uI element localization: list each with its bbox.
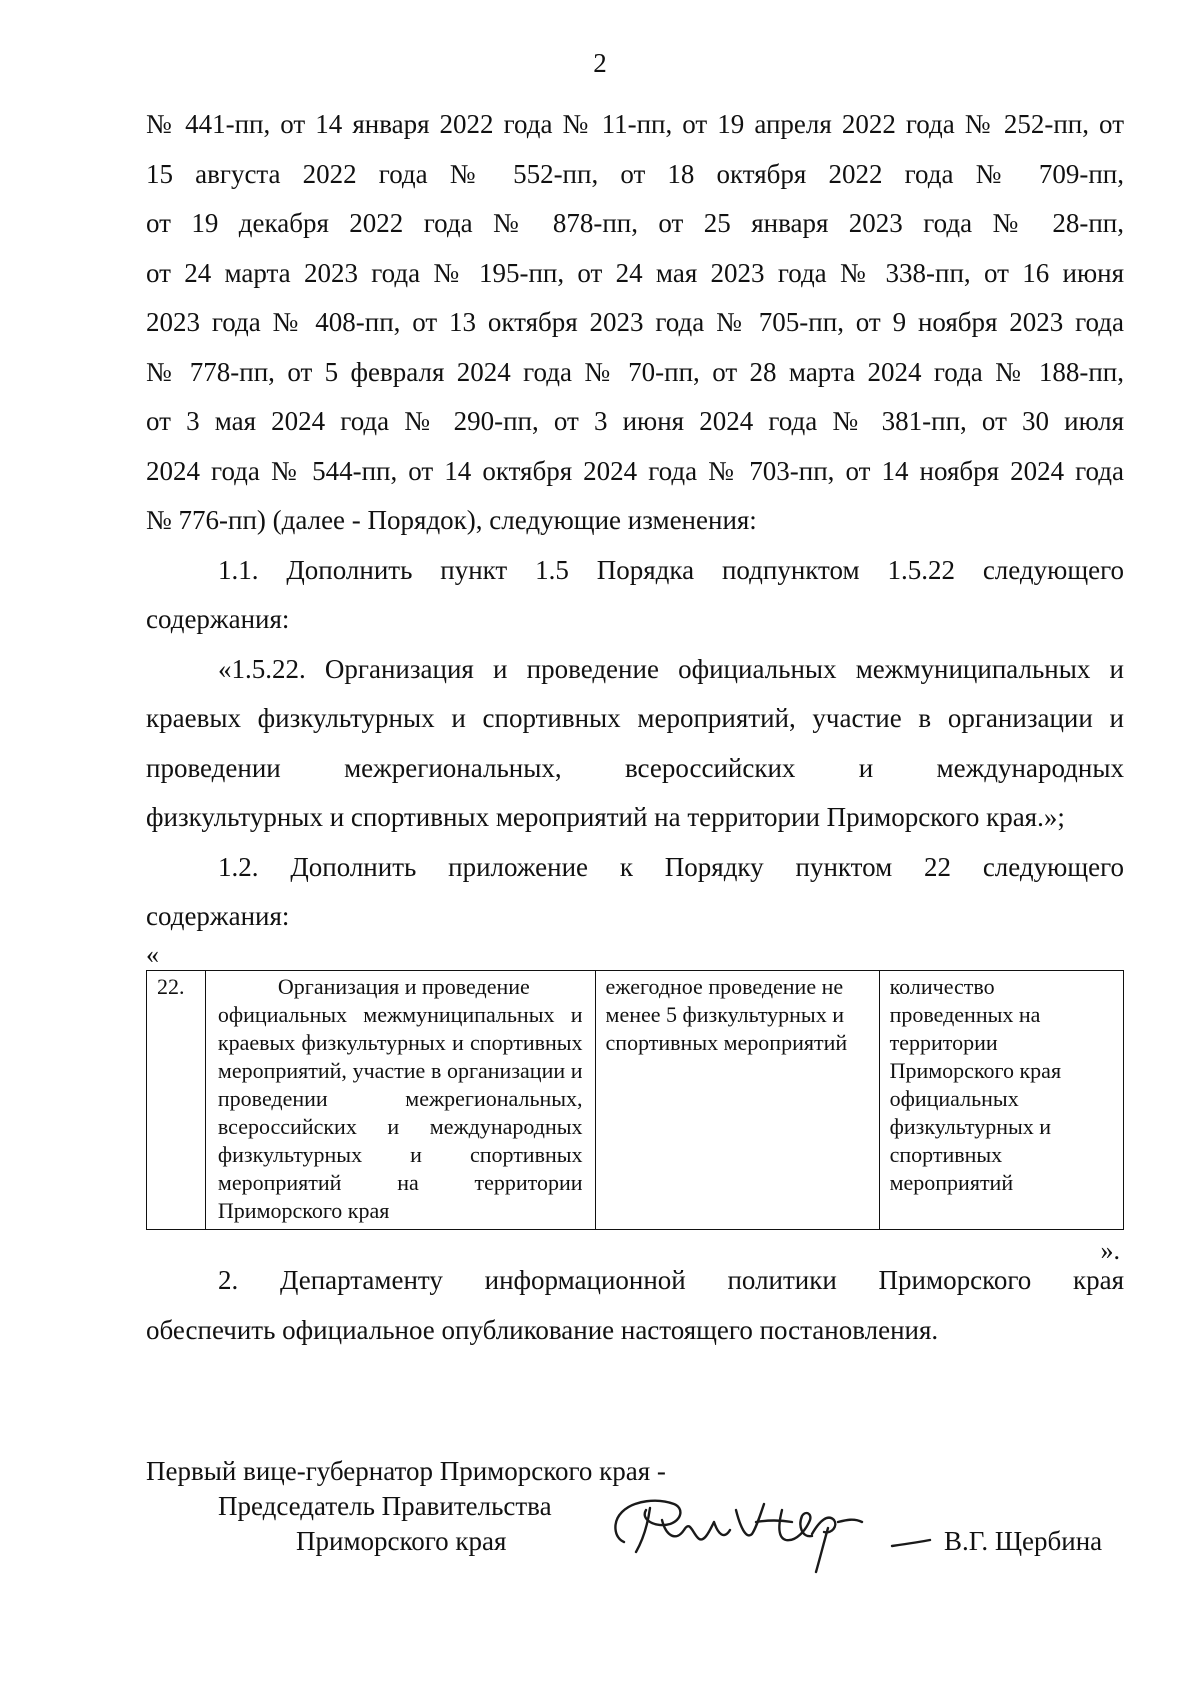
body-line: № 441-пп, от 14 января 2022 года № 11-пп, от 19 апреля 2022 года № 252-пп, от — [146, 109, 1124, 139]
body-line: 2024 года № 544-пп, от 14 октября 2024 года № 703-пп, от 14 ноября 2024 года — [146, 455, 1124, 486]
signatory-position-line: Первый вице-губернатор Приморского края - — [146, 1456, 666, 1486]
quote-line: краевых физкультурных и спортивных мероприятий, участие в организации и — [146, 703, 1124, 733]
quote-line: «1.5.22. Организация и проведение официальных межмуниципальных и — [218, 653, 1124, 684]
body-line: № 778-пп, от 5 февраля 2024 года № 70-пп, от 28 марта 2024 года № 188-пп, — [146, 356, 1124, 387]
handwritten-signature — [606, 1480, 936, 1580]
body-line: № 776-пп) (далее - Порядок), следующие изменения: — [146, 505, 757, 535]
page-number: 2 — [593, 48, 607, 78]
item-1-1-line: 1.1. Дополнить пункт 1.5 Порядка подпунктом 1.5.22 следующего — [218, 554, 1124, 585]
table-close-quote: ». — [1100, 1236, 1120, 1265]
row-name-rest: официальных межмуниципальных и краевых физкультурных и спортивных мероприятий, участие в организации и проведении межрегиональных, всероссийских и международных физкультурных и спортивных мероприятий на территории Приморского края — [217, 1002, 583, 1223]
row-indicator-cell: количество проведенных на территории Приморского края официальных физкультурных и спортивных мероприятий — [879, 971, 1123, 1230]
body-line: от 3 мая 2024 года № 290-пп, от 3 июня 2024 года № 381-пп, от 30 июля — [146, 406, 1124, 436]
item-1-2-line: содержания: — [146, 901, 290, 931]
item-2-line: 2. Департаменту информационной политики Приморского края — [218, 1265, 1124, 1295]
item-2 — [146, 1256, 1124, 1355]
table-open-quote: « — [146, 940, 159, 969]
body-line: 2023 года № 408-пп, от 13 октября 2023 года № 705-пп, от 9 ноября 2023 года — [146, 307, 1124, 337]
signatory-position-line: Приморского края — [296, 1526, 507, 1556]
item-2-line: обеспечить официальное опубликование настоящего постановления. — [146, 1314, 939, 1345]
quote-line: физкультурных и спортивных мероприятий на территории Приморского края.»; — [146, 802, 1065, 832]
document-body — [146, 100, 1124, 942]
body-line: от 19 декабря 2022 года № 878-пп, от 25 января 2023 года № 28-пп, — [146, 208, 1124, 238]
quote-line: проведении межрегиональных, всероссийских и международных — [146, 752, 1124, 783]
row-name-first: Организация и проведение — [277, 974, 530, 999]
signatory-position-line: Председатель Правительства — [218, 1491, 552, 1521]
body-line: 15 августа 2022 года № 552-пп, от 18 октября 2022 года № 709-пп, — [146, 158, 1124, 189]
row-number-cell: 22. — [147, 971, 206, 1230]
row-name-cell — [205, 971, 595, 1230]
appendix-row-table — [146, 970, 1124, 1230]
table-row — [147, 971, 1124, 1230]
item-1-1-line: содержания: — [146, 604, 290, 634]
item-1-2-line: 1.2. Дополнить приложение к Порядку пунктом 22 следующего — [218, 851, 1124, 882]
body-line: от 24 марта 2023 года № 195-пп, от 24 мая 2023 года № 338-пп, от 16 июня — [146, 257, 1124, 288]
signatory-name: В.Г. Щербина — [944, 1526, 1103, 1556]
row-plan-cell: ежегодное проведение не менее 5 физкультурных и спортивных мероприятий — [595, 971, 879, 1230]
